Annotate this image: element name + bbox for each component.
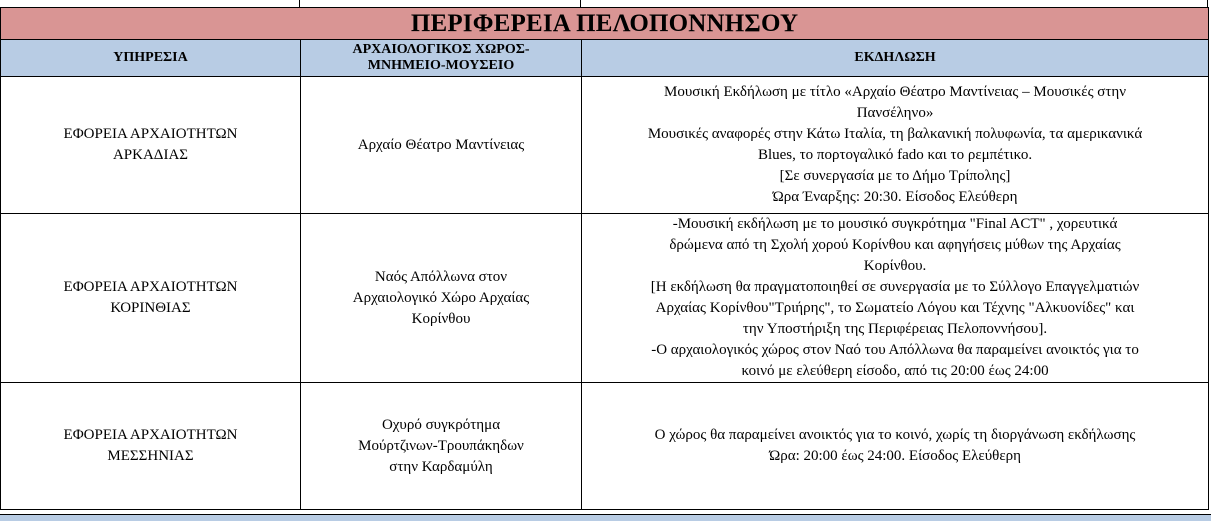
text-line: Ναός Απόλλωνα στον: [374, 268, 508, 285]
header-service: ΥΠΗΡΕΣΙΑ: [1, 40, 301, 77]
service-cell: [1, 77, 301, 214]
text-line: Κορίνθου.: [863, 258, 927, 274]
text-line: Μουσικές αναφορές στην Κάτω Ιταλία, τη βαλκανική πολυφωνία, τα αμερικανικά: [647, 126, 1143, 142]
event-cell: [582, 214, 1209, 383]
text-line: Μούρτζινων-Τρουπάκηδων: [358, 437, 524, 454]
site-cell: [301, 383, 582, 510]
text-line: Πανσέληνο»: [856, 105, 934, 121]
site-cell: [301, 77, 582, 214]
table-row: [1, 77, 1209, 214]
service-cell: [1, 383, 301, 510]
header-row: [1, 40, 1209, 77]
events-table: [0, 7, 1209, 510]
header-event: ΕΚΔΗΛΩΣΗ: [582, 40, 1209, 77]
text-line: Ο χώρος θα παραμείνει ανοικτός για το κοινό, χωρίς τη διοργάνωση εκδήλωσης: [654, 427, 1136, 443]
event-cell: [582, 383, 1209, 510]
text-line: -Μουσική εκδήλωση με το μουσικό συγκρότημα "Final ACT" , χορευτικά: [672, 216, 1118, 232]
text-line: ΜΕΣΣΗΝΙΑΣ: [107, 448, 194, 464]
text-line: Blues, το πορτογαλικό fado και το ρεμπέτικο.: [757, 147, 1033, 163]
text-line: ΑΡΚΑΔΙΑΣ: [112, 147, 189, 163]
text-line: Ώρα: 20:00 έως 24:00. Είσοδος Ελεύθερη: [769, 448, 1021, 464]
text-line: Μουσική Εκδήλωση με τίτλο «Αρχαίο Θέατρο Μαντίνειας – Μουσικές στην: [663, 84, 1127, 100]
site-cell: [301, 214, 582, 383]
text-line: Αρχαιολογικό Χώρο Αρχαίας: [352, 289, 530, 306]
text-line: Αρχαίο Θέατρο Μαντίνειας: [357, 136, 525, 153]
text-line: ΚΟΡΙΝΘΙΑΣ: [110, 300, 191, 316]
text-line: δρώμενα από τη Σχολή χορού Κορίνθου και αφηγήσεις μύθων της Αρχαίας: [669, 237, 1121, 253]
table-row: [1, 214, 1209, 383]
event-cell: [582, 77, 1209, 214]
text-line: την Υποστήριξη της Περιφέρειας Πελοποννήσου].: [742, 321, 1048, 337]
header-site-line1: ΑΡΧΑΙΟΛΟΓΙΚΟΣ ΧΩΡΟΣ-: [352, 42, 530, 57]
text-line: κοινό με ελεύθερη είσοδο, από τις 20:00 έως 24:00: [741, 363, 1049, 379]
text-line: στην Καρδαμύλη: [389, 458, 493, 475]
text-line: [Σε συνεργασία με το Δήμο Τρίπολης]: [779, 168, 1011, 184]
text-line: -Ο αρχαιολογικός χώρος στον Ναό του Απόλλωνα θα παραμείνει ανοικτός για το: [651, 342, 1139, 358]
text-line: ΕΦΟΡΕΙΑ ΑΡΧΑΙΟΤΗΤΩΝ: [63, 279, 238, 295]
region-title: ΠΕΡΙΦΕΡΕΙΑ ΠΕΛΟΠΟΝΝΗΣΟΥ: [1, 8, 1209, 40]
header-site: [301, 40, 582, 77]
table-row: [1, 383, 1209, 510]
text-line: [Η εκδήλωση θα πραγματοποιηθεί σε συνεργασία με το Σύλλογο Επαγγελματιών: [650, 279, 1140, 295]
text-line: ΕΦΟΡΕΙΑ ΑΡΧΑΙΟΤΗΤΩΝ: [63, 126, 238, 142]
region-row: [1, 8, 1209, 40]
text-line: Ώρα Έναρξης: 20:30. Είσοδος Ελεύθερη: [772, 189, 1018, 205]
header-site-line2: ΜΝΗΜΕΙΟ-ΜΟΥΣΕΙΟ: [367, 58, 515, 73]
text-line: Κορίνθου: [411, 310, 471, 327]
text-line: Αρχαίας Κορίνθου"Τριήρης", το Σωματείο Λόγου και Τέχνης "Αλκυονίδες" και: [655, 300, 1135, 316]
service-cell: [1, 214, 301, 383]
text-line: ΕΦΟΡΕΙΑ ΑΡΧΑΙΟΤΗΤΩΝ: [63, 427, 238, 443]
text-line: Οχυρό συγκρότημα: [381, 416, 501, 433]
